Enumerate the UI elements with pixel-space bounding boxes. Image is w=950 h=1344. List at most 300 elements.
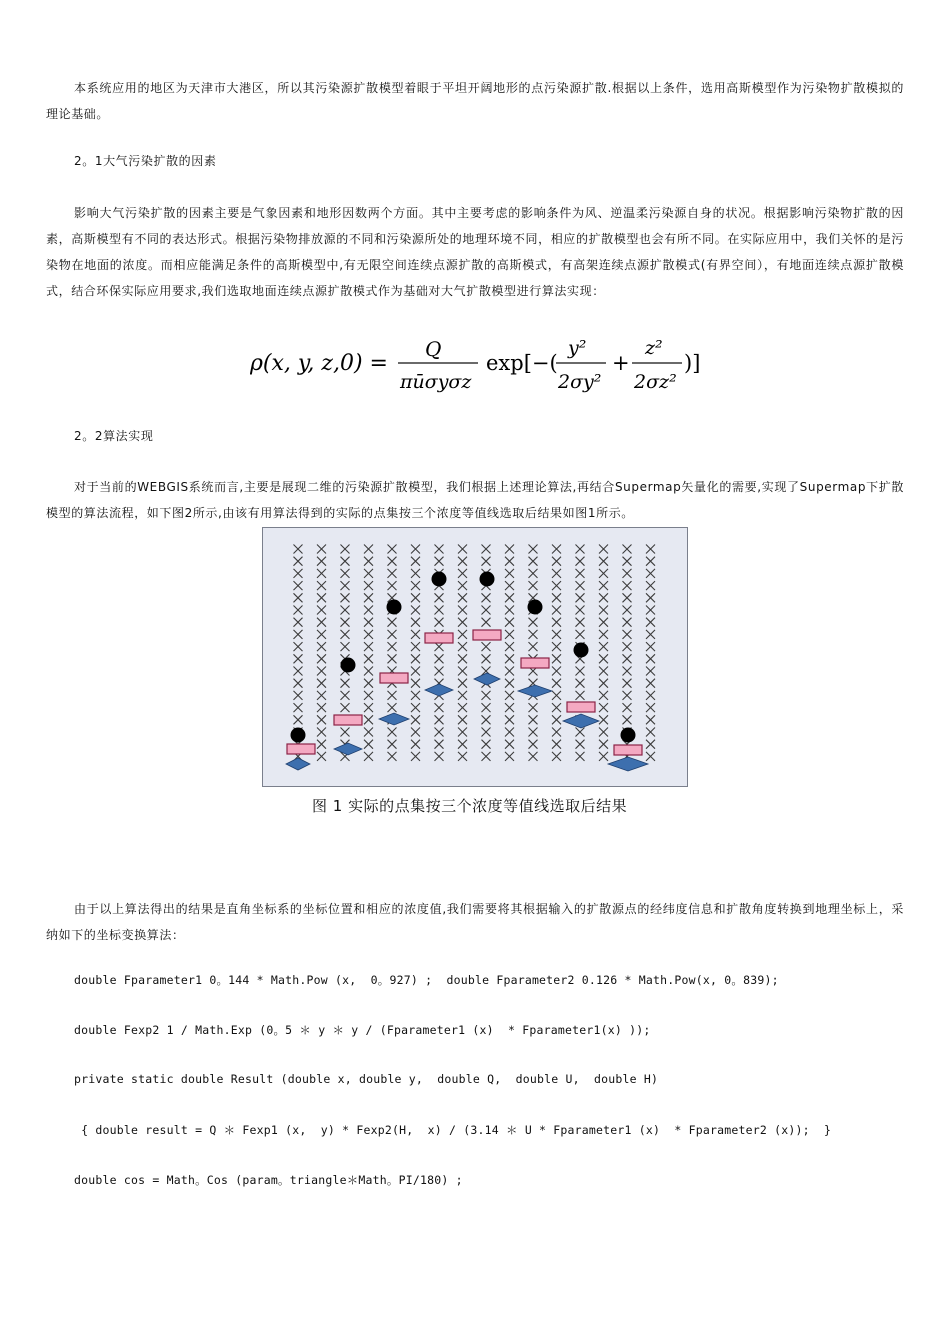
grid-cross-mark: [599, 691, 608, 700]
grid-cross-mark: [529, 618, 538, 627]
grid-cross-mark: [646, 715, 655, 724]
grid-cross-mark: [576, 728, 585, 737]
grid-cross-mark: [411, 545, 420, 554]
grid-cross-mark: [552, 728, 561, 737]
grid-cross-mark: [646, 618, 655, 627]
grid-cross-mark: [482, 752, 491, 761]
grid-cross-mark: [364, 654, 373, 663]
grid-cross-mark: [411, 703, 420, 712]
grid-cross-mark: [458, 545, 467, 554]
grid-cross-mark: [435, 606, 444, 615]
grid-cross-mark: [482, 642, 491, 651]
grid-cross-mark: [482, 618, 491, 627]
grid-cross-mark: [599, 752, 608, 761]
grid-cross-mark: [646, 703, 655, 712]
grid-cross-mark: [317, 569, 326, 578]
grid-cross-mark: [317, 740, 326, 749]
concentration-diamond: [286, 758, 310, 770]
concentration-rect: [380, 673, 408, 683]
grid-cross-mark: [505, 593, 514, 602]
grid-cross-mark: [529, 642, 538, 651]
grid-cross-mark: [458, 679, 467, 688]
grid-cross-mark: [599, 581, 608, 590]
grid-cross-mark: [505, 618, 514, 627]
grid-cross-mark: [341, 630, 350, 639]
grid-cross-mark: [388, 545, 397, 554]
concentration-dot: [528, 600, 543, 615]
grid-cross-mark: [458, 667, 467, 676]
grid-cross-mark: [317, 642, 326, 651]
grid-cross-mark: [458, 715, 467, 724]
grid-cross-mark: [529, 752, 538, 761]
grid-cross-mark: [646, 752, 655, 761]
grid-cross-mark: [458, 606, 467, 615]
formula-svg: [250, 330, 710, 398]
grid-cross-mark: [435, 715, 444, 724]
grid-cross-mark: [505, 606, 514, 615]
concentration-diamond: [608, 757, 648, 771]
grid-cross-mark: [623, 667, 632, 676]
concentration-dot: [574, 643, 589, 658]
grid-cross-mark: [552, 606, 561, 615]
grid-cross-mark: [599, 593, 608, 602]
grid-cross-mark: [505, 715, 514, 724]
grid-cross-mark: [341, 581, 350, 590]
grid-cross-mark: [599, 569, 608, 578]
concentration-rect: [567, 702, 595, 712]
grid-cross-mark: [294, 557, 303, 566]
grid-cross-mark: [505, 691, 514, 700]
grid-cross-mark: [388, 618, 397, 627]
grid-cross-mark: [529, 557, 538, 566]
grid-cross-mark: [482, 691, 491, 700]
grid-cross-mark: [552, 654, 561, 663]
grid-cross-mark: [388, 752, 397, 761]
section-2-1-title: 2。1大气污染扩散的因素: [74, 154, 217, 168]
grid-cross-mark: [364, 581, 373, 590]
grid-cross-mark: [458, 654, 467, 663]
grid-cross-mark: [364, 593, 373, 602]
grid-cross-mark: [317, 703, 326, 712]
grid-cross-mark: [388, 740, 397, 749]
grid-cross-mark: [364, 715, 373, 724]
grid-cross-mark: [505, 667, 514, 676]
grid-cross-mark: [646, 606, 655, 615]
grid-cross-mark: [458, 593, 467, 602]
grid-cross-mark: [623, 557, 632, 566]
grid-cross-mark: [552, 642, 561, 651]
grid-cross-mark: [411, 557, 420, 566]
grid-cross-mark: [294, 618, 303, 627]
grid-cross-mark: [317, 581, 326, 590]
formula-numerator: Q: [425, 337, 442, 361]
grid-cross-mark: [646, 679, 655, 688]
grid-cross-mark: [317, 557, 326, 566]
grid-cross-mark: [411, 630, 420, 639]
grid-cross-mark: [576, 569, 585, 578]
grid-cross-mark: [294, 667, 303, 676]
figure-1: [262, 527, 688, 787]
gaussian-formula: [250, 330, 710, 398]
formula-denominator: πūσyσz: [400, 371, 472, 393]
grid-cross-mark: [294, 642, 303, 651]
grid-cross-mark: [646, 728, 655, 737]
grid-cross-mark: [411, 642, 420, 651]
grid-cross-mark: [482, 557, 491, 566]
grid-cross-mark: [458, 752, 467, 761]
grid-cross-mark: [646, 691, 655, 700]
grid-cross-mark: [294, 545, 303, 554]
grid-cross-mark: [623, 618, 632, 627]
grid-cross-mark: [317, 593, 326, 602]
grid-cross-mark: [364, 606, 373, 615]
grid-cross-mark: [623, 545, 632, 554]
grid-cross-mark: [552, 557, 561, 566]
grid-cross-mark: [646, 740, 655, 749]
grid-cross-mark: [411, 715, 420, 724]
grid-cross-mark: [529, 740, 538, 749]
grid-cross-mark: [646, 569, 655, 578]
grid-cross-mark: [388, 557, 397, 566]
code-line-5: double cos = Math。Cos (param。triangle＊Math。PI/180) ;: [74, 1173, 463, 1187]
grid-cross-mark: [435, 545, 444, 554]
grid-cross-mark: [294, 606, 303, 615]
concentration-dot: [621, 728, 636, 743]
section-2-2-body: 对于当前的WEBGIS系统而言,主要是展现二维的污染源扩散模型，我们根据上述理论算法,再结合Supermap矢量化的需要,实现了Supermap下扩散模型的算法流程，如下图2所示,由该有用算法得到的实际的点集按三个浓度等值线选取后结果如图1所示。: [46, 480, 904, 520]
grid-cross-mark: [576, 630, 585, 639]
grid-cross-mark: [341, 691, 350, 700]
grid-cross-mark: [364, 557, 373, 566]
grid-cross-mark: [482, 654, 491, 663]
grid-cross-mark: [364, 740, 373, 749]
grid-cross-mark: [458, 557, 467, 566]
grid-cross-mark: [623, 679, 632, 688]
grid-cross-mark: [529, 545, 538, 554]
grid-cross-mark: [623, 691, 632, 700]
grid-cross-mark: [294, 715, 303, 724]
concentration-diamond: [474, 673, 500, 685]
grid-cross-mark: [529, 630, 538, 639]
grid-cross-mark: [294, 581, 303, 590]
grid-cross-mark: [599, 606, 608, 615]
grid-cross-mark: [458, 569, 467, 578]
grid-cross-mark: [411, 593, 420, 602]
grid-cross-mark: [341, 557, 350, 566]
concentration-diamond: [379, 713, 409, 725]
concentration-rect: [614, 745, 642, 755]
grid-cross-mark: [529, 569, 538, 578]
grid-cross-mark: [411, 618, 420, 627]
grid-cross-mark: [388, 630, 397, 639]
grid-cross-mark: [364, 569, 373, 578]
grid-cross-mark: [341, 642, 350, 651]
grid-cross-mark: [529, 715, 538, 724]
grid-cross-mark: [294, 691, 303, 700]
formula-term1-num: y²: [568, 337, 587, 359]
grid-cross-mark: [482, 715, 491, 724]
grid-cross-mark: [435, 703, 444, 712]
grid-cross-mark: [505, 557, 514, 566]
grid-cross-mark: [364, 667, 373, 676]
concentration-rect: [473, 630, 501, 640]
grid-cross-mark: [458, 691, 467, 700]
grid-cross-mark: [435, 654, 444, 663]
grid-cross-mark: [317, 715, 326, 724]
grid-cross-mark: [435, 752, 444, 761]
grid-cross-mark: [482, 703, 491, 712]
grid-cross-mark: [458, 728, 467, 737]
grid-cross-mark: [623, 654, 632, 663]
grid-cross-mark: [388, 728, 397, 737]
grid-cross-mark: [458, 630, 467, 639]
grid-cross-mark: [435, 593, 444, 602]
grid-cross-mark: [341, 618, 350, 627]
grid-cross-mark: [364, 679, 373, 688]
grid-cross-mark: [317, 691, 326, 700]
code-line-2: double Fexp2 1 / Math.Exp (0。5 ＊ y ＊ y / (Fparameter1 (x) * Fparameter1(x) ));: [74, 1023, 651, 1037]
grid-cross-mark: [646, 581, 655, 590]
grid-cross-mark: [505, 545, 514, 554]
grid-cross-mark: [623, 642, 632, 651]
grid-cross-mark: [552, 545, 561, 554]
grid-cross-mark: [576, 752, 585, 761]
grid-cross-mark: [505, 642, 514, 651]
grid-cross-mark: [505, 728, 514, 737]
grid-cross-mark: [599, 740, 608, 749]
grid-cross-mark: [364, 618, 373, 627]
formula-term2-num: z²: [645, 337, 663, 359]
grid-cross-mark: [435, 557, 444, 566]
grid-cross-mark: [646, 593, 655, 602]
grid-cross-mark: [341, 593, 350, 602]
formula-term1-den: 2σy²: [558, 371, 602, 393]
formula-plus: +: [612, 351, 630, 375]
grid-cross-mark: [435, 618, 444, 627]
concentration-rect: [334, 715, 362, 725]
concentration-diamond: [425, 684, 453, 696]
code-line-1: double Fparameter1 0。144 * Math.Pow (x, 0。927) ; double Fparameter2 0.126 * Math.Pow(x, 0。839);: [74, 973, 779, 987]
concentration-diamond: [334, 743, 362, 755]
grid-cross-mark: [388, 703, 397, 712]
formula-exp: exp[−(: [486, 351, 558, 375]
grid-cross-mark: [364, 630, 373, 639]
grid-cross-mark: [435, 728, 444, 737]
grid-cross-mark: [411, 740, 420, 749]
formula-lhs: ρ(x, y, z,0) =: [250, 351, 388, 376]
figure-1-caption: 图 1 实际的点集按三个浓度等值线选取后结果: [312, 797, 628, 815]
grid-cross-mark: [317, 618, 326, 627]
section-2-2-title: 2。2算法实现: [74, 429, 154, 443]
formula-term2-den: 2σz²: [634, 371, 677, 393]
grid-cross-mark: [552, 691, 561, 700]
grid-cross-mark: [388, 654, 397, 663]
grid-cross-mark: [294, 679, 303, 688]
grid-cross-mark: [317, 728, 326, 737]
grid-cross-mark: [388, 642, 397, 651]
figure-1-plot: [263, 528, 687, 786]
grid-cross-mark: [294, 630, 303, 639]
concentration-dot: [341, 658, 356, 673]
grid-cross-mark: [317, 654, 326, 663]
grid-cross-mark: [435, 740, 444, 749]
grid-cross-mark: [411, 679, 420, 688]
grid-cross-mark: [435, 667, 444, 676]
grid-cross-mark: [505, 679, 514, 688]
grid-cross-mark: [599, 545, 608, 554]
grid-cross-mark: [505, 740, 514, 749]
concentration-rect: [425, 633, 453, 643]
grid-cross-mark: [552, 740, 561, 749]
code-line-3: private static double Result (double x, double y, double Q, double U, double H): [74, 1072, 659, 1086]
grid-cross-mark: [388, 569, 397, 578]
grid-cross-mark: [505, 630, 514, 639]
grid-cross-mark: [646, 630, 655, 639]
grid-cross-mark: [552, 581, 561, 590]
grid-cross-mark: [599, 630, 608, 639]
grid-cross-mark: [411, 654, 420, 663]
grid-cross-mark: [599, 703, 608, 712]
code-line-4: { double result = Q ＊ Fexp1 (x, y) * Fexp2(H, x) / (3.14 ＊ U * Fparameter1 (x) * Fparameter2 (x)); }: [74, 1123, 832, 1137]
concentration-rect: [521, 658, 549, 668]
grid-cross-mark: [294, 654, 303, 663]
grid-cross-mark: [599, 618, 608, 627]
grid-cross-mark: [341, 545, 350, 554]
grid-cross-mark: [317, 752, 326, 761]
grid-cross-mark: [552, 569, 561, 578]
grid-cross-mark: [411, 752, 420, 761]
grid-cross-mark: [646, 667, 655, 676]
grid-cross-mark: [482, 593, 491, 602]
grid-cross-mark: [576, 557, 585, 566]
grid-cross-mark: [599, 667, 608, 676]
grid-cross-mark: [646, 557, 655, 566]
grid-cross-mark: [599, 728, 608, 737]
grid-cross-mark: [623, 581, 632, 590]
grid-cross-mark: [576, 667, 585, 676]
grid-cross-mark: [411, 728, 420, 737]
grid-cross-mark: [364, 691, 373, 700]
grid-cross-mark: [599, 642, 608, 651]
grid-cross-mark: [458, 740, 467, 749]
formula-close: )]: [684, 351, 701, 375]
grid-cross-mark: [646, 545, 655, 554]
grid-cross-mark: [529, 581, 538, 590]
grid-cross-mark: [576, 581, 585, 590]
grid-cross-mark: [552, 752, 561, 761]
grid-cross-mark: [388, 691, 397, 700]
grid-cross-mark: [364, 545, 373, 554]
grid-cross-mark: [341, 606, 350, 615]
grid-cross-mark: [364, 752, 373, 761]
grid-cross-mark: [294, 593, 303, 602]
grid-cross-mark: [341, 679, 350, 688]
grid-cross-mark: [576, 740, 585, 749]
grid-cross-mark: [341, 703, 350, 712]
grid-cross-mark: [317, 630, 326, 639]
grid-cross-mark: [388, 581, 397, 590]
grid-cross-mark: [411, 569, 420, 578]
grid-cross-mark: [505, 581, 514, 590]
grid-cross-mark: [364, 642, 373, 651]
grid-cross-mark: [482, 606, 491, 615]
concentration-rect: [287, 744, 315, 754]
grid-cross-mark: [623, 569, 632, 578]
grid-cross-mark: [576, 691, 585, 700]
grid-cross-mark: [341, 728, 350, 737]
grid-cross-mark: [505, 752, 514, 761]
grid-cross-mark: [317, 667, 326, 676]
grid-cross-mark: [364, 728, 373, 737]
grid-cross-mark: [482, 740, 491, 749]
concentration-diamond: [563, 714, 599, 728]
grid-cross-mark: [482, 728, 491, 737]
grid-cross-mark: [482, 545, 491, 554]
concentration-diamond: [518, 685, 552, 697]
grid-cross-mark: [411, 667, 420, 676]
grid-cross-mark: [458, 618, 467, 627]
grid-cross-mark: [576, 679, 585, 688]
concentration-dot: [480, 572, 495, 587]
grid-cross-mark: [552, 593, 561, 602]
grid-cross-mark: [294, 569, 303, 578]
grid-cross-mark: [411, 581, 420, 590]
grid-cross-mark: [317, 679, 326, 688]
grid-cross-mark: [505, 654, 514, 663]
grid-cross-mark: [623, 715, 632, 724]
grid-cross-mark: [552, 679, 561, 688]
grid-cross-mark: [341, 569, 350, 578]
grid-cross-mark: [505, 703, 514, 712]
concentration-dot: [432, 572, 447, 587]
grid-cross-mark: [599, 715, 608, 724]
grid-cross-mark: [576, 545, 585, 554]
intro-paragraph: 本系统应用的地区为天津市大港区，所以其污染源扩散模型着眼于平坦开阔地形的点污染源扩散.根据以上条件，选用高斯模型作为污染物扩散模拟的理论基础。: [46, 81, 904, 121]
grid-cross-mark: [623, 630, 632, 639]
grid-cross-mark: [529, 728, 538, 737]
grid-cross-mark: [458, 581, 467, 590]
concentration-dot: [291, 728, 306, 743]
grid-cross-mark: [317, 606, 326, 615]
grid-cross-mark: [294, 703, 303, 712]
concentration-dot: [387, 600, 402, 615]
grid-cross-mark: [623, 606, 632, 615]
grid-cross-mark: [599, 679, 608, 688]
grid-cross-mark: [646, 642, 655, 651]
section-2-1-body: 影响大气污染扩散的因素主要是气象因素和地形因数两个方面。其中主要考虑的影响条件为风、逆温柔污染源自身的状况。根据影响污染物扩散的因素，高斯模型有不同的表达形式。根据污染物排放源的不同和污染源所处的地理环境不同，相应的扩散模型也会有所不同。在实际应用中，我们关怀的是污染物在地面的浓度。而相应能满足条件的高斯模型中,有无限空间连续点源扩散的高斯模式，有高架连续点源扩散模式(有界空间），有地面连续点源扩散模式，结合环保实际应用要求,我们选取地面连续点源扩散模式作为基础对大气扩散模型进行算法实现：: [46, 206, 904, 298]
grid-cross-mark: [576, 593, 585, 602]
grid-cross-mark: [411, 606, 420, 615]
grid-cross-mark: [364, 703, 373, 712]
grid-cross-mark: [552, 667, 561, 676]
grid-cross-mark: [599, 557, 608, 566]
grid-cross-mark: [552, 715, 561, 724]
grid-cross-mark: [552, 618, 561, 627]
grid-cross-mark: [552, 703, 561, 712]
coord-intro-paragraph: 由于以上算法得出的结果是直角坐标系的坐标位置和相应的浓度值,我们需要将其根据输入的扩散源点的经纬度信息和扩散角度转换到地理坐标上，采纳如下的坐标变换算法：: [46, 902, 904, 942]
grid-cross-mark: [458, 703, 467, 712]
grid-cross-mark: [505, 569, 514, 578]
grid-cross-mark: [576, 618, 585, 627]
grid-cross-mark: [458, 642, 467, 651]
grid-cross-mark: [411, 691, 420, 700]
grid-cross-mark: [623, 703, 632, 712]
grid-cross-mark: [623, 593, 632, 602]
grid-cross-mark: [599, 654, 608, 663]
grid-cross-mark: [552, 630, 561, 639]
grid-cross-mark: [529, 703, 538, 712]
grid-cross-mark: [576, 606, 585, 615]
grid-cross-mark: [646, 654, 655, 663]
